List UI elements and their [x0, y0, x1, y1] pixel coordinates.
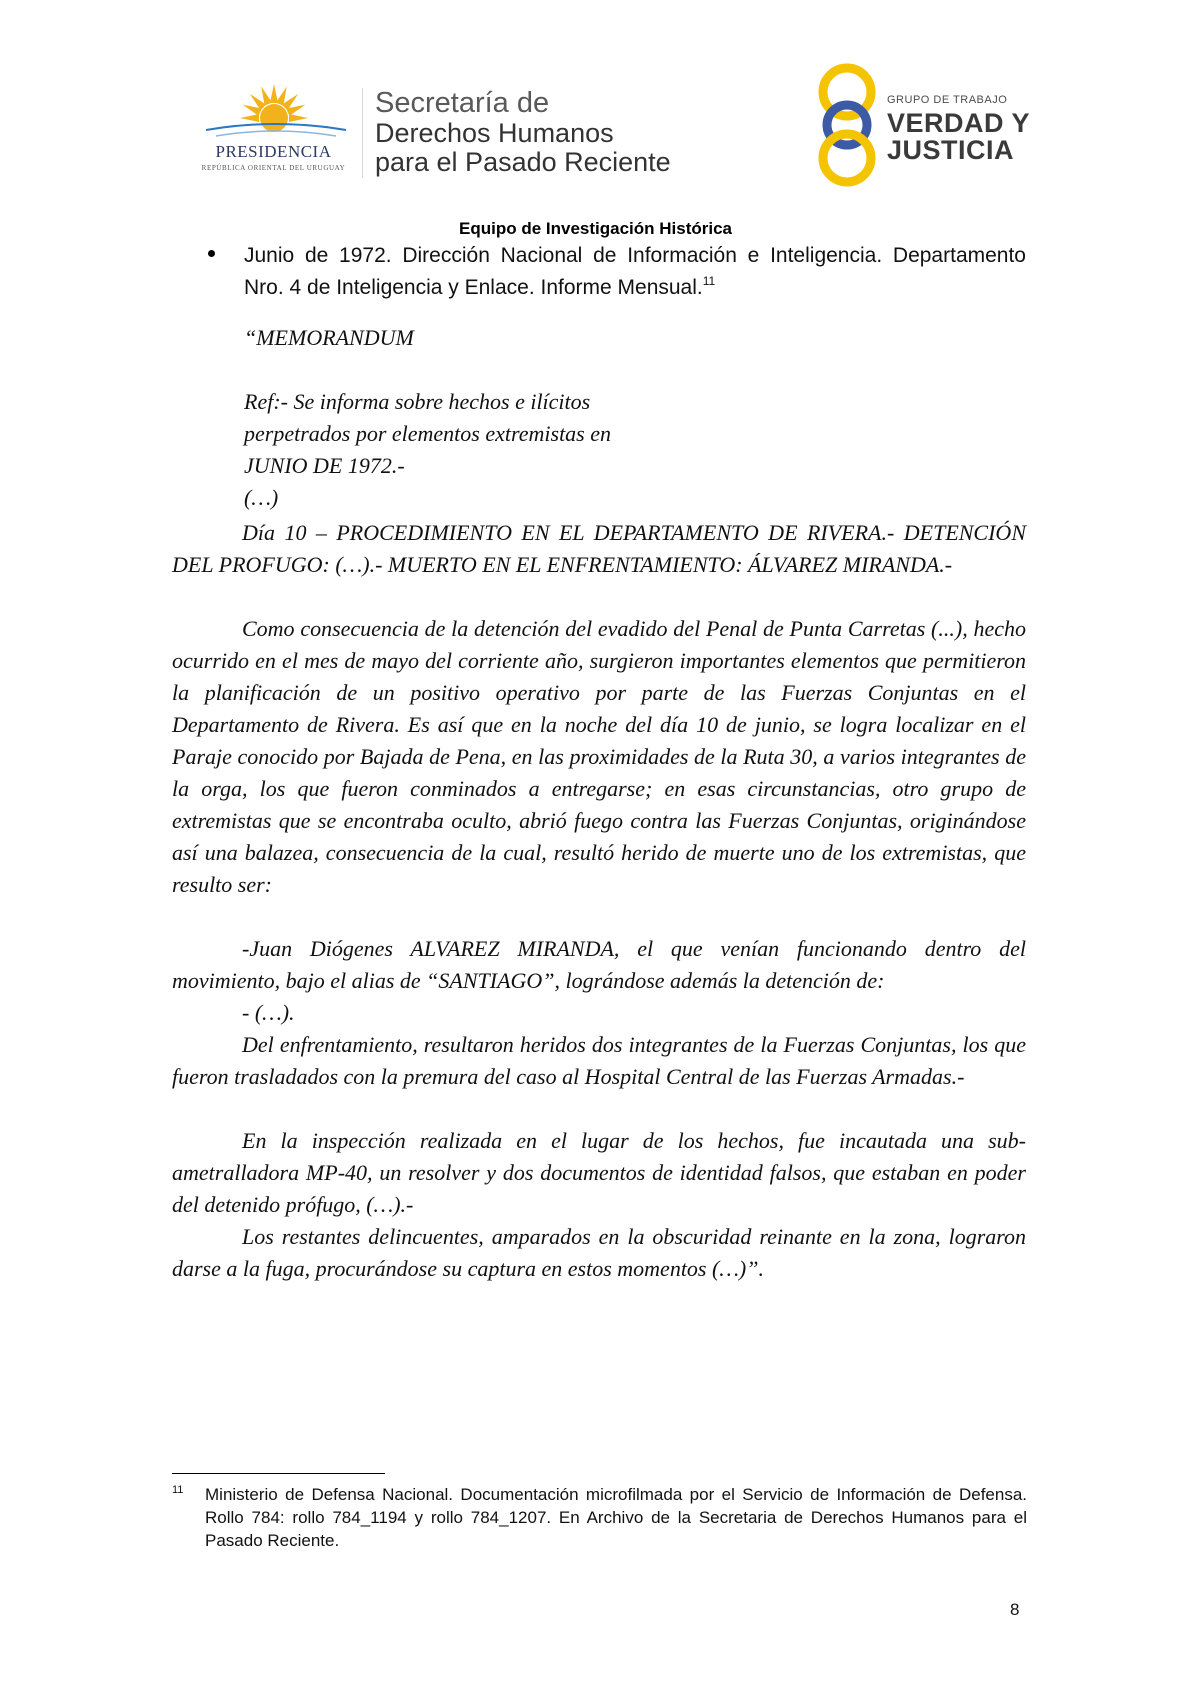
- footnote-ref: 11: [702, 274, 716, 288]
- secretaria-line1: Secretaría de: [375, 87, 550, 119]
- bullet-icon: [208, 250, 215, 257]
- secretaria-logo: [375, 88, 671, 177]
- bullet-item: [244, 240, 1026, 304]
- sun-emblem-icon: [196, 78, 356, 144]
- memo-paragraph: [172, 1221, 1026, 1285]
- memo-paragraph: [172, 1029, 1026, 1093]
- paragraph-text: Los restantes delincuentes, amparados en la obscuridad reinante en la zona, lograron darse a la fuga, procurándose su captura en estos momentos (…)”.: [172, 1224, 1026, 1281]
- paragraph-text: Del enfrentamiento, resultaron heridos dos integrantes de la Fuerzas Conjuntas, los que fueron trasladados con la premura del caso al Hospital Central de las Fuerzas Armadas.-: [172, 1032, 1026, 1089]
- footnote-number: 11: [172, 1484, 184, 1496]
- memo-paragraph: [172, 613, 1026, 901]
- page-header: [0, 0, 1191, 210]
- secretaria-line3: para el Pasado Reciente: [375, 147, 671, 177]
- presidencia-subtitle: REPÚBLICA ORIENTAL DEL URUGUAY: [201, 164, 346, 172]
- bullet-text: Junio de 1972. Dirección Nacional de Información e Inteligencia. Departamento Nro. 4 de Inteligencia y Enlace. Informe Mensual.: [244, 244, 1026, 299]
- footnote-text: Ministerio de Defensa Nacional. Documentación microfilmada por el Servicio de Información de Defensa. Rollo 784: rollo 784_1194 y rollo 784_1207. En Archivo de la Secretaria de Derechos Humanos para el Pasado Reciente.: [205, 1485, 1027, 1550]
- memo-ref-line: perpetrados por elementos extremistas en: [244, 421, 612, 446]
- memo-paragraph: [172, 1125, 1026, 1221]
- memo-paragraph: [172, 997, 1026, 1029]
- presidencia-name: PRESIDENCIA: [215, 142, 332, 161]
- memo-ref-line: JUNIO DE 1972.-: [244, 453, 405, 478]
- verdad-label: VERDAD Y: [887, 108, 1031, 138]
- grupo-label: GRUPO DE TRABAJO: [887, 94, 1008, 106]
- paragraph-text: -Juan Diógenes ALVAREZ MIRANDA, el que venían funcionando dentro del movimiento, bajo el alias de “SANTIAGO”, lográndose además la detención de:: [172, 936, 1026, 993]
- justicia-label: JUSTICIA: [887, 135, 1015, 165]
- chain-rings-icon: [815, 60, 885, 190]
- header-divider: [362, 88, 363, 178]
- page-number: 8: [1010, 1600, 1020, 1619]
- team-title: Equipo de Investigación Histórica: [459, 219, 732, 238]
- footnote-divider: [172, 1473, 385, 1474]
- verdad-justicia-logo: [815, 60, 1045, 190]
- memo-ellipsis: (…): [244, 485, 279, 510]
- paragraph-text: - (…).: [242, 1000, 295, 1025]
- paragraph-text: Día 10 – PROCEDIMIENTO EN EL DEPARTAMENTO DE RIVERA.- DETENCIÓN DEL PROFUGO: (…).- MUERTO EN EL ENFRENTAMIENTO: ÁLVAREZ MIRANDA.-: [172, 520, 1026, 577]
- secretaria-line2: Derechos Humanos: [375, 118, 614, 148]
- paragraph-text: Como consecuencia de la detención del evadido del Penal de Punta Carretas (...), hecho ocurrido en el mes de mayo del corriente año, surgieron importantes elementos que permitieron la planificación de un positivo operativo por parte de las Fuerzas Conjuntas en el Departamento de Rivera. Es así que en la noche del día 10 de junio, se logra localizar en el Paraje conocido por Bajada de Pena, en las proximidades de la Ruta 30, a varios integrantes de la orga, los que fueron conminados a entregarse; en esas circunstancias, otro grupo de extremistas que se encontraba oculto, abrió fuego contra las Fuerzas Conjuntas, originándose así una balazea, consecuencia de la cual, resultó herido de muerte uno de los extremistas, que resulto ser:: [172, 616, 1026, 897]
- memo-heading: “MEMORANDUM: [244, 325, 414, 350]
- presidencia-logo: [196, 78, 356, 178]
- memo-paragraph: [172, 517, 1026, 581]
- memo-ref-line: Ref:- Se informa sobre hechos e ilícitos: [244, 389, 591, 414]
- memo-paragraph: [172, 933, 1026, 997]
- paragraph-text: En la inspección realizada en el lugar de los hechos, fue incautada una sub-ametralladora MP-40, un resolver y dos documentos de identidad falsos, que estaban en poder del detenido prófugo, (…).-: [172, 1128, 1026, 1217]
